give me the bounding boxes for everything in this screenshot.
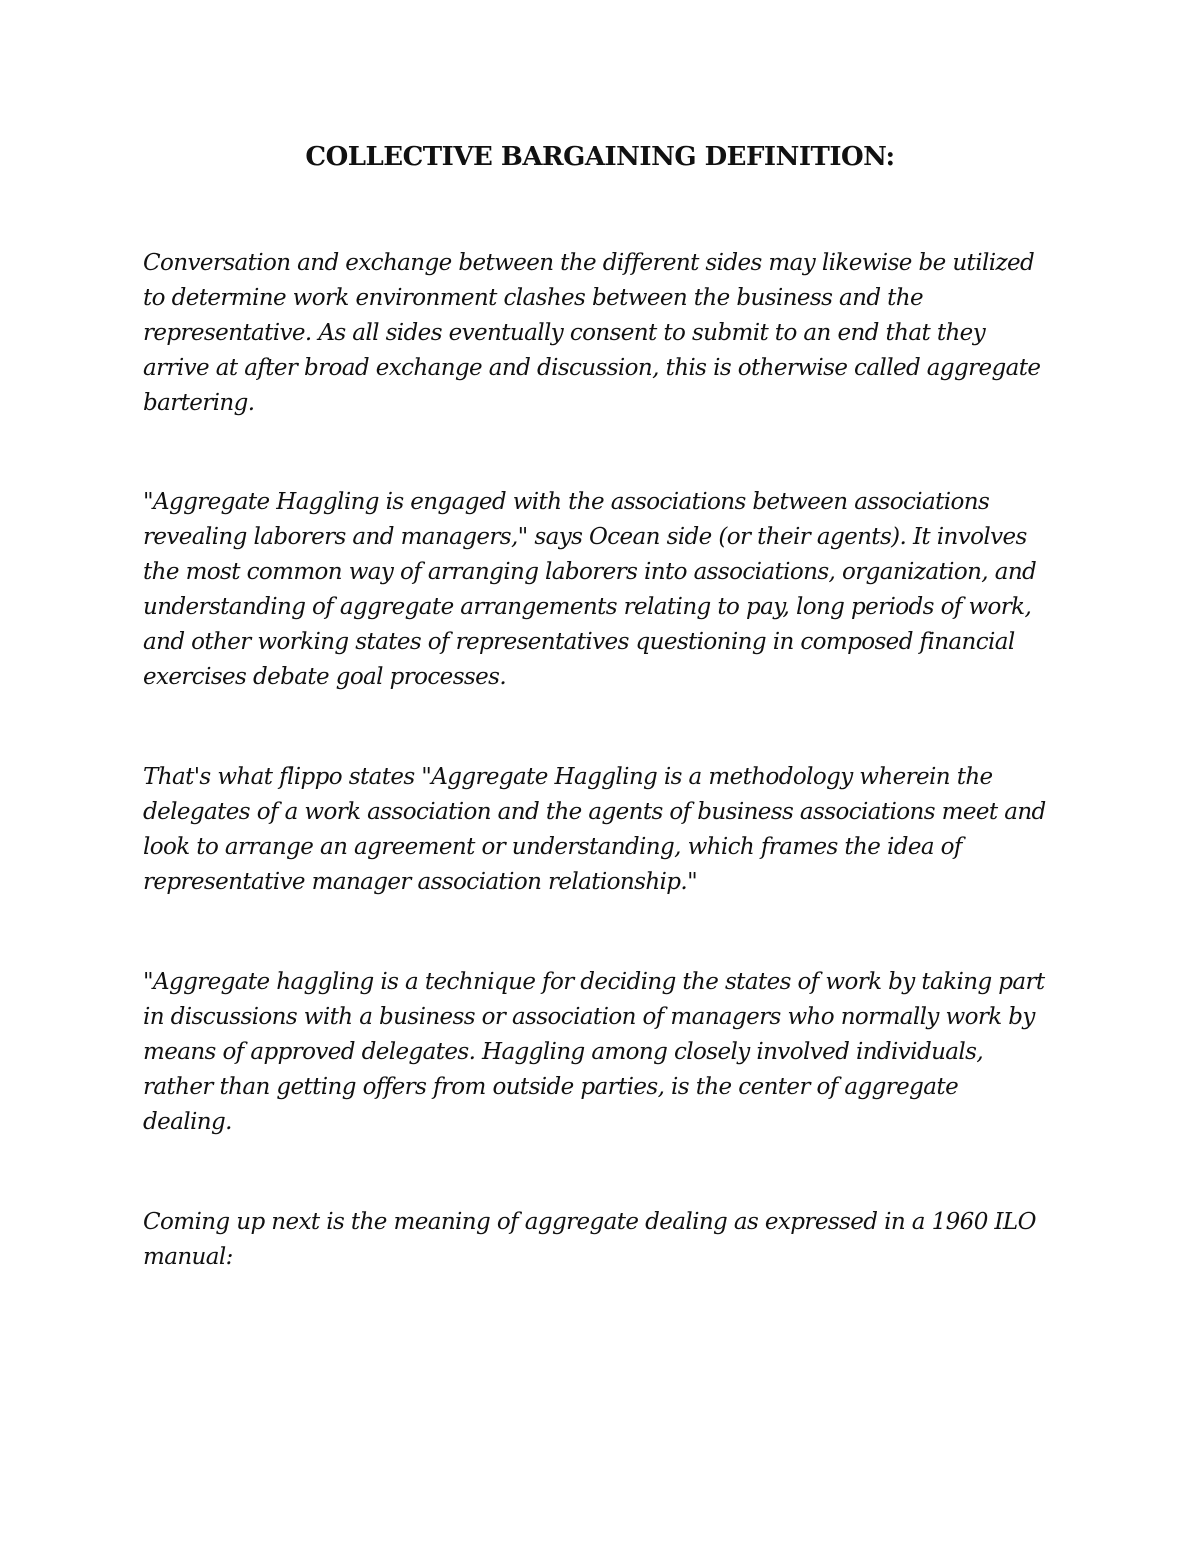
paragraph-flippo-quote (143, 760, 1073, 900)
paragraph-line: revealing laborers and managers," says Ocean side (or their agents). It involves (143, 524, 1027, 550)
paragraph-ilo-manual (143, 1205, 1073, 1275)
paragraph-line: Coming up next is the meaning of aggregate dealing as expressed in a 1960 ILO (143, 1209, 1036, 1235)
paragraph-line: rather than getting offers from outside parties, is the center of aggregate (143, 1074, 959, 1100)
paragraph-line: understanding of aggregate arrangements relating to pay, long periods of work, (143, 594, 1032, 620)
paragraph-line: representative. As all sides eventually consent to submit to an end that they (143, 320, 986, 346)
paragraph-line: Conversation and exchange between the different sides may likewise be utilized (143, 250, 1035, 276)
paragraph-line: and other working states of representatives questioning in composed financial (143, 629, 1015, 655)
paragraph-line: That's what flippo states "Aggregate Haggling is a methodology wherein the (143, 764, 993, 790)
paragraph-line: look to arrange an agreement or understanding, which frames the idea of (143, 834, 962, 860)
paragraph-line: delegates of a work association and the agents of business associations meet and (143, 799, 1046, 825)
paragraph-ocean-side-quote (143, 485, 1073, 695)
paragraph-line: means of approved delegates. Haggling among closely involved individuals, (143, 1039, 984, 1065)
paragraph-technique-quote (143, 965, 1073, 1140)
paragraph-definition-intro (143, 246, 1073, 421)
paragraph-line: the most common way of arranging laborers into associations, organization, and (143, 559, 1037, 585)
paragraph-line: bartering. (143, 390, 255, 416)
document-title: COLLECTIVE BARGAINING DEFINITION: (305, 142, 895, 172)
paragraph-line: arrive at after broad exchange and discussion, this is otherwise called aggregate (143, 355, 1041, 381)
paragraph-line: to determine work environment clashes between the business and the (143, 285, 924, 311)
paragraph-line: "Aggregate Haggling is engaged with the associations between associations (143, 489, 990, 515)
paragraph-line: in discussions with a business or association of managers who normally work by (143, 1004, 1035, 1030)
paragraph-line: "Aggregate haggling is a technique for deciding the states of work by taking part (143, 969, 1045, 995)
paragraph-line: representative manager association relationship." (143, 869, 698, 895)
paragraph-line: dealing. (143, 1109, 232, 1135)
paragraph-line: exercises debate goal processes. (143, 664, 507, 690)
paragraph-line: manual: (143, 1244, 233, 1270)
